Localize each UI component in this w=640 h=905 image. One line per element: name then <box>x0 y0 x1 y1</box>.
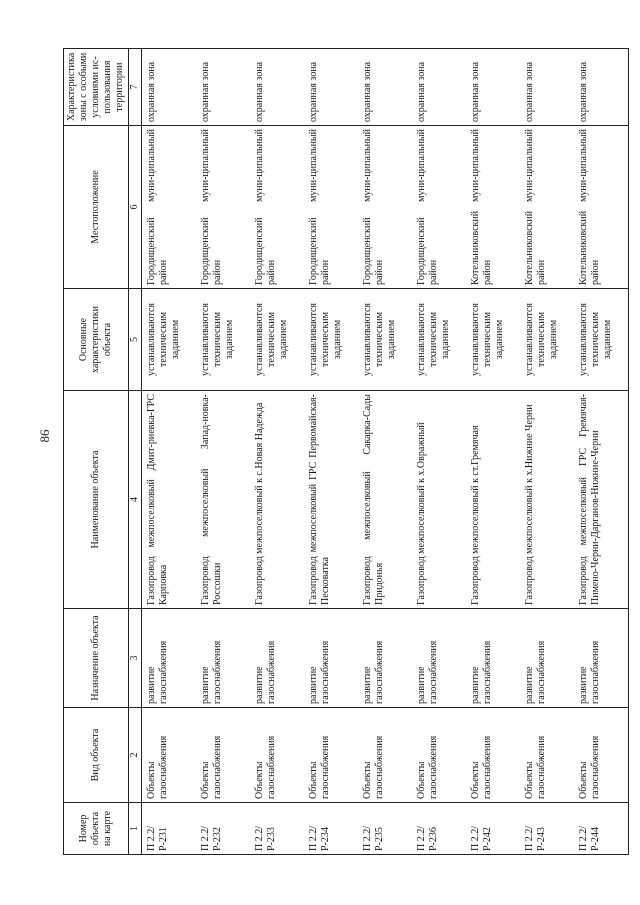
cell-location: Городищенский муни-ципальный район <box>358 126 412 289</box>
page-number: 86 <box>37 429 52 443</box>
cell-object-purpose: развитие газоснабжения <box>304 609 358 708</box>
cell-object-name: Газопровод межпоселковый к х.Овражный <box>412 391 466 609</box>
header-object-kind: Вид объекта <box>64 708 129 803</box>
cell-object-number: П 2.2/ Р-236 <box>412 803 466 855</box>
cell-object-kind: Объекты газоснабжения <box>520 708 574 803</box>
header-object-purpose: Назначение объекта <box>64 609 129 708</box>
cell-object-characteristics: устанавливаются техническим заданием <box>250 289 304 391</box>
cell-object-characteristics: устанавливаются техническим заданием <box>358 289 412 391</box>
header-row <box>64 49 129 855</box>
cell-object-purpose: развитие газоснабжения <box>196 609 250 708</box>
cell-object-characteristics: устанавливаются техническим заданием <box>412 289 466 391</box>
cell-object-kind: Объекты газоснабжения <box>142 708 197 803</box>
cell-object-name: Газопровод межпоселковый ГРС Гремячая-Пимено-Черни-Дарганов-Нижние-Черни <box>574 391 629 609</box>
cell-object-kind: Объекты газоснабжения <box>304 708 358 803</box>
cell-object-name: Газопровод межпоселковый к х.Нижние Черни <box>520 391 574 609</box>
table-row <box>304 49 358 855</box>
cell-object-characteristics: устанавливаются техническим заданием <box>466 289 520 391</box>
cell-location: Городищенский муни-ципальный район <box>196 126 250 289</box>
column-number: 6 <box>129 126 142 289</box>
cell-object-name: Газопровод межпоселковый Дмит-риевка-ГРС Карповка <box>142 391 197 609</box>
cell-location: Городищенский муни-ципальный район <box>304 126 358 289</box>
cell-object-kind: Объекты газоснабжения <box>196 708 250 803</box>
cell-object-number: П 2.2/ Р-233 <box>250 803 304 855</box>
cell-zone: охранная зона <box>250 49 304 126</box>
cell-object-number: П 2.2/ Р-232 <box>196 803 250 855</box>
cell-location: Городищенский муни-ципальный район <box>142 126 197 289</box>
column-number-row <box>129 49 142 855</box>
table-row <box>250 49 304 855</box>
cell-zone: охранная зона <box>358 49 412 126</box>
column-number: 7 <box>129 49 142 126</box>
column-number: 2 <box>129 708 142 803</box>
header-location: Местоположение <box>64 126 129 289</box>
cell-location: Котельниковский муни-ципальный район <box>520 126 574 289</box>
cell-object-name: Газопровод межпоселковый к с.Новая Надежда <box>250 391 304 609</box>
cell-object-kind: Объекты газоснабжения <box>466 708 520 803</box>
cell-object-name: Газопровод межпоселковый Сакарка-Сады Придонья <box>358 391 412 609</box>
header-object-name: Наименование объекта <box>64 391 129 609</box>
column-number: 4 <box>129 391 142 609</box>
cell-location: Котельниковский муни-ципальный район <box>574 126 629 289</box>
cell-object-number: П 2.2/ Р-243 <box>520 803 574 855</box>
cell-object-characteristics: устанавливаются техническим заданием <box>574 289 629 391</box>
cell-location: Городищенский муни-ципальный район <box>250 126 304 289</box>
cell-object-characteristics: устанавливаются техническим заданием <box>196 289 250 391</box>
header-zone-characteristics: Характеристика зоны с особыми условиями ис-пользования территории <box>64 49 129 126</box>
cell-object-name: Газопровод межпоселковый ГРС Первомайская-Песковатка <box>304 391 358 609</box>
column-number: 3 <box>129 609 142 708</box>
cell-object-kind: Объекты газоснабжения <box>574 708 629 803</box>
cell-zone: охранная зона <box>142 49 197 126</box>
cell-object-number: П 2.2/ Р-244 <box>574 803 629 855</box>
cell-location: Котельниковский муни-ципальный район <box>466 126 520 289</box>
cell-object-characteristics: устанавливаются техническим заданием <box>304 289 358 391</box>
cell-zone: охранная зона <box>520 49 574 126</box>
cell-object-purpose: развитие газоснабжения <box>466 609 520 708</box>
objects-table <box>63 48 629 855</box>
table-row <box>412 49 466 855</box>
table-row <box>466 49 520 855</box>
table-row <box>574 49 629 855</box>
cell-object-purpose: развитие газоснабжения <box>358 609 412 708</box>
cell-object-purpose: развитие газоснабжения <box>574 609 629 708</box>
cell-object-kind: Объекты газоснабжения <box>412 708 466 803</box>
header-object-number: Номер объекта на карте <box>64 803 129 855</box>
cell-location: Городищенский муни-ципальный район <box>412 126 466 289</box>
cell-object-characteristics: устанавливаются техническим заданием <box>520 289 574 391</box>
cell-object-number: П 2.2/ Р-235 <box>358 803 412 855</box>
cell-object-name: Газопровод межпоселковый Запад-новка-Россошки <box>196 391 250 609</box>
cell-object-purpose: развитие газоснабжения <box>520 609 574 708</box>
cell-object-characteristics: устанавливаются техническим заданием <box>142 289 197 391</box>
table-row <box>142 49 197 855</box>
cell-zone: охранная зона <box>196 49 250 126</box>
cell-zone: охранная зона <box>466 49 520 126</box>
cell-zone: охранная зона <box>304 49 358 126</box>
table-row <box>520 49 574 855</box>
cell-object-number: П 2.2/ Р-242 <box>466 803 520 855</box>
column-number: 1 <box>129 803 142 855</box>
cell-zone: охранная зона <box>574 49 629 126</box>
cell-object-purpose: развитие газоснабжения <box>412 609 466 708</box>
table-row <box>358 49 412 855</box>
cell-object-kind: Объекты газоснабжения <box>358 708 412 803</box>
cell-object-purpose: развитие газоснабжения <box>142 609 197 708</box>
rotated-page-content <box>63 49 613 855</box>
header-object-characteristics: Основные характеристики объекта <box>64 289 129 391</box>
column-number: 5 <box>129 289 142 391</box>
cell-object-kind: Объекты газоснабжения <box>250 708 304 803</box>
cell-object-number: П 2.2/ Р-231 <box>142 803 197 855</box>
cell-object-purpose: развитие газоснабжения <box>250 609 304 708</box>
cell-object-number: П 2.2/ Р-234 <box>304 803 358 855</box>
cell-zone: охранная зона <box>412 49 466 126</box>
cell-object-name: Газопровод межпоселковый к ст.Гремячая <box>466 391 520 609</box>
table-row <box>196 49 250 855</box>
